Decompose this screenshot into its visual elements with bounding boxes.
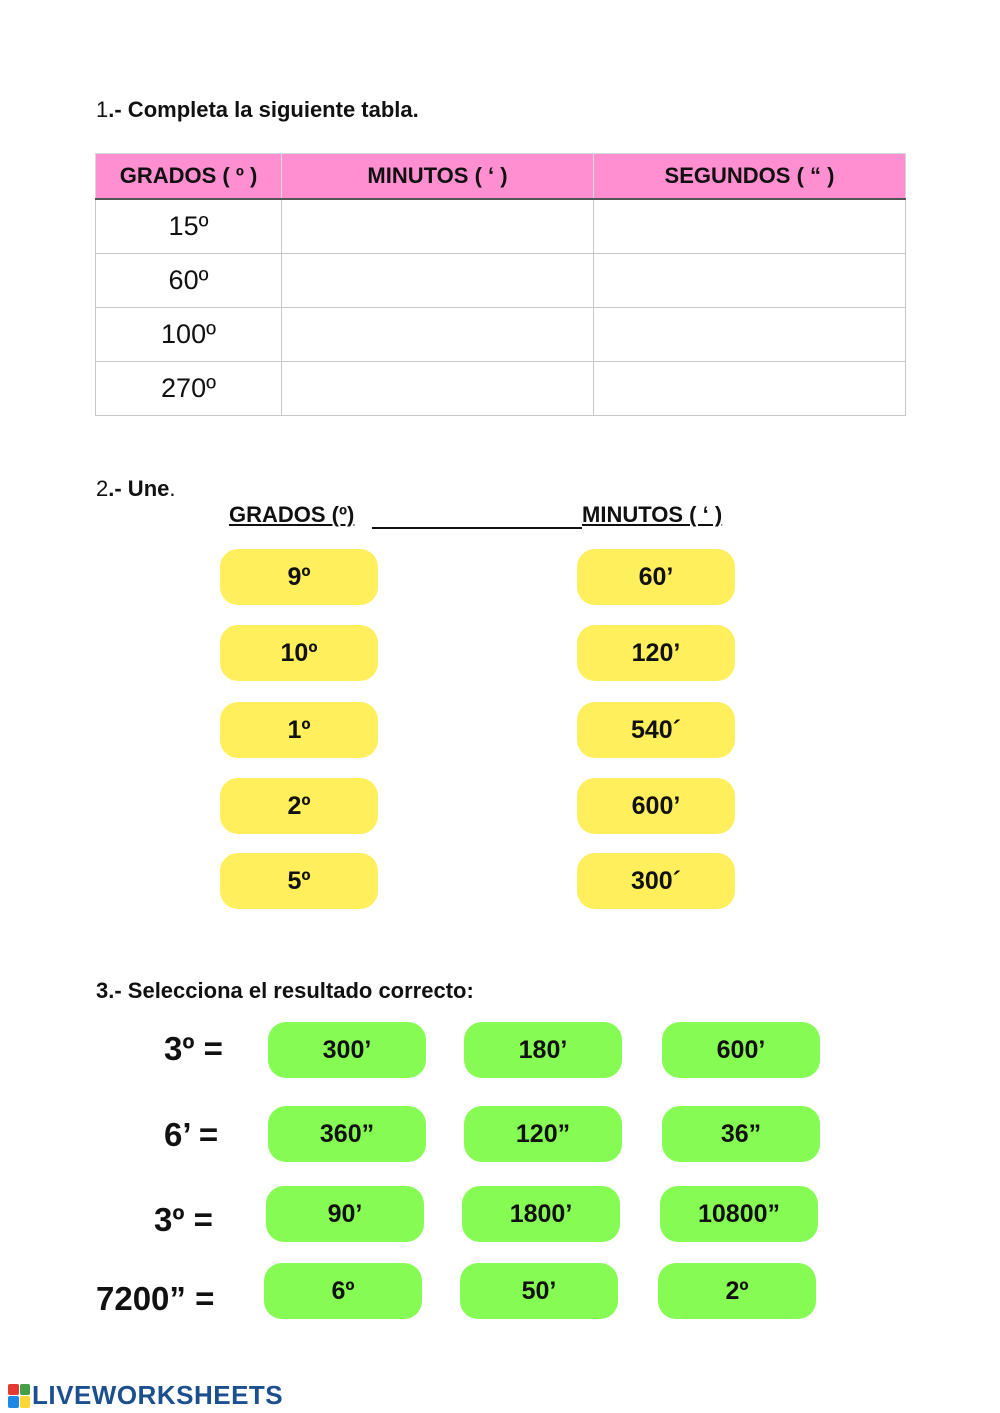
match-right-item[interactable]: 600’ bbox=[577, 778, 735, 834]
answer-option[interactable]: 180’ bbox=[464, 1022, 622, 1078]
answer-option[interactable]: 90’ bbox=[266, 1186, 424, 1242]
footer-logo bbox=[8, 1380, 283, 1411]
liveworksheets-icon bbox=[8, 1384, 30, 1408]
degree-cell: 60º bbox=[96, 254, 282, 308]
table-row bbox=[96, 362, 906, 416]
header-segundos: SEGUNDOS ( “ ) bbox=[594, 154, 906, 200]
degree-cell: 270º bbox=[96, 362, 282, 416]
seconds-answer-field[interactable] bbox=[594, 308, 906, 362]
section-2-heading bbox=[96, 476, 176, 502]
brand-name: LIVEWORKSHEETS bbox=[32, 1380, 284, 1410]
answer-option[interactable]: 1800’ bbox=[462, 1186, 620, 1242]
match-right-item[interactable]: 60’ bbox=[577, 549, 735, 605]
match-right-item[interactable]: 300´ bbox=[577, 853, 735, 909]
section-2-title: .- Une bbox=[108, 476, 170, 501]
answer-option[interactable]: 6º bbox=[264, 1263, 422, 1319]
answer-option[interactable]: 50’ bbox=[460, 1263, 618, 1319]
answer-option[interactable]: 300’ bbox=[268, 1022, 426, 1078]
section-1-number: 1 bbox=[96, 97, 109, 122]
match-right-item[interactable]: 540´ bbox=[577, 702, 735, 758]
match-col-minutos: MINUTOS ( ‘ ) bbox=[582, 502, 723, 527]
seconds-answer-field[interactable] bbox=[594, 199, 906, 254]
answer-option[interactable]: 10800” bbox=[660, 1186, 818, 1242]
header-minutos: MINUTOS ( ‘ ) bbox=[282, 154, 594, 200]
equation-label: 7200” = bbox=[96, 1280, 215, 1317]
section-3-heading: 3.- Selecciona el resultado correcto: bbox=[96, 978, 474, 1003]
answer-option[interactable]: 2º bbox=[658, 1263, 816, 1319]
header-underline bbox=[372, 527, 582, 529]
minutes-answer-field[interactable] bbox=[282, 199, 594, 254]
answer-option[interactable]: 360” bbox=[268, 1106, 426, 1162]
answer-option[interactable]: 120” bbox=[464, 1106, 622, 1162]
match-right-item[interactable]: 120’ bbox=[577, 625, 735, 681]
section-2-dot: . bbox=[169, 476, 176, 501]
section-1-title: .- Completa la siguiente tabla. bbox=[108, 97, 419, 122]
degree-cell: 100º bbox=[96, 308, 282, 362]
section-1-heading bbox=[96, 97, 419, 123]
answer-option[interactable]: 36” bbox=[662, 1106, 820, 1162]
equation-label: 6’ = bbox=[164, 1116, 219, 1153]
degree-cell: 15º bbox=[96, 199, 282, 254]
conversion-table bbox=[95, 153, 906, 416]
match-col-grados: GRADOS (º) bbox=[229, 502, 355, 527]
answer-option[interactable]: 600’ bbox=[662, 1022, 820, 1078]
equation-label: 3º = bbox=[164, 1030, 223, 1067]
header-grados: GRADOS ( º ) bbox=[96, 154, 282, 200]
match-left-item[interactable]: 5º bbox=[220, 853, 378, 909]
match-left-item[interactable]: 10º bbox=[220, 625, 378, 681]
minutes-answer-field[interactable] bbox=[282, 362, 594, 416]
match-left-item[interactable]: 1º bbox=[220, 702, 378, 758]
match-left-item[interactable]: 9º bbox=[220, 549, 378, 605]
equation-label: 3º = bbox=[154, 1201, 213, 1238]
minutes-answer-field[interactable] bbox=[282, 254, 594, 308]
section-2-number: 2 bbox=[96, 476, 109, 501]
table-row bbox=[96, 254, 906, 308]
table-row bbox=[96, 308, 906, 362]
table-header-row bbox=[96, 154, 906, 200]
minutes-answer-field[interactable] bbox=[282, 308, 594, 362]
seconds-answer-field[interactable] bbox=[594, 254, 906, 308]
match-left-item[interactable]: 2º bbox=[220, 778, 378, 834]
seconds-answer-field[interactable] bbox=[594, 362, 906, 416]
table-row bbox=[96, 199, 906, 254]
